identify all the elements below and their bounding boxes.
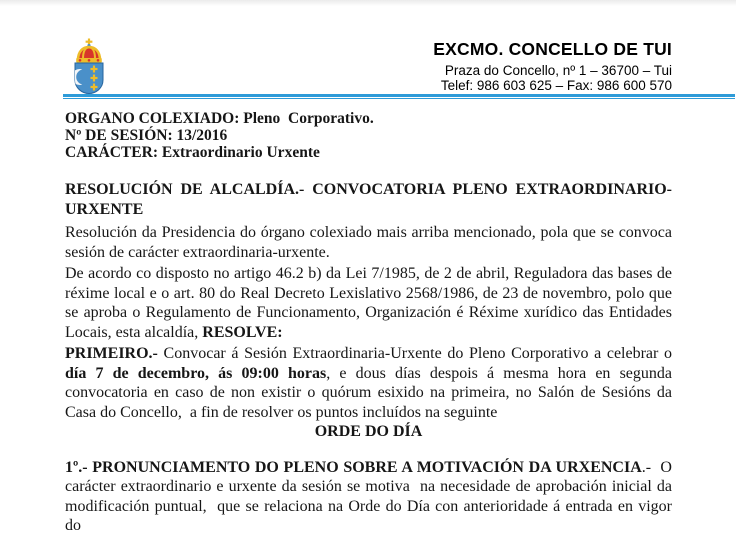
resolution-heading-line1: RESOLUCIÓN DE ALCALDÍA.- CONVOCATORIA PLENO EXTRAORDINARIO- (65, 181, 672, 198)
paragraph-primeiro: PRIMEIRO.- Convocar á Sesión Extraordinaria-Urxente do Pleno Corporativo a celebrar o día 7 de decembro, ás 09:00 horas, e dous días despois á mesma hora en segunda convocatoria en caso de non existir o quórum esixido na primeira, no Salón de Sesións da Casa do Concello, a fin de resolver os puntos incluídos na seguinte (65, 345, 677, 421)
session-meta-block (65, 110, 672, 161)
letterhead (433, 39, 672, 93)
paragraph-intro: Resolución da Presidencia do órgano colexiado mais arriba mencionado, pola que se convoca sesión de carácter extraordinaria-urxente. (65, 224, 676, 261)
meta-caracter: CARÁCTER: Extraordinario Urxente (65, 144, 320, 161)
document-body (65, 110, 677, 536)
resolution-heading-line2: URXENTE (65, 200, 144, 218)
org-phone: Telef: 986 603 625 – Fax: 986 600 570 (440, 78, 672, 93)
orde-do-dia-heading: ORDE DO DÍA (314, 423, 423, 440)
tui-coat-of-arms-icon (70, 38, 108, 96)
org-address: Praza do Concello, nº 1 – 36700 – Tui (444, 63, 672, 78)
meta-numero-sesion: Nº DE SESIÓN: 13/2016 (65, 127, 228, 144)
page-top-shade (0, 0, 736, 6)
org-name: EXCMO. CONCELLO DE TUI (433, 39, 672, 59)
paragraph-legal: De acordo co disposto no artigo 46.2 b) da Lei 7/1985, de 2 de abril, Reguladora das bases de réxime local e o art. 80 do Real Decreto Lexislativo 2568/1986, de 23 de novembro, polo que se aproba o Regulamento de Funcionamento, Organización é Réxime xurídico das Entidades Locais, esta alcaldía, RESOLVE: (65, 265, 676, 341)
resolution-heading (65, 180, 672, 219)
meta-organo-colexiado: ORGANO COLEXIADO: Pleno Corporativo. (65, 110, 374, 127)
paragraph-item-1: 1º.- PRONUNCIAMENTO DO PLENO SOBRE A MOTIVACIÓN DA URXENCIA.- O carácter extraordinario e urxente da sesión se motiva na necesidade de aprobación inicial da modificación puntual, que se relaciona na Orde do Día con anterioridade á entrada en vigor do (65, 458, 676, 534)
letterhead-divider-rule (63, 94, 735, 99)
